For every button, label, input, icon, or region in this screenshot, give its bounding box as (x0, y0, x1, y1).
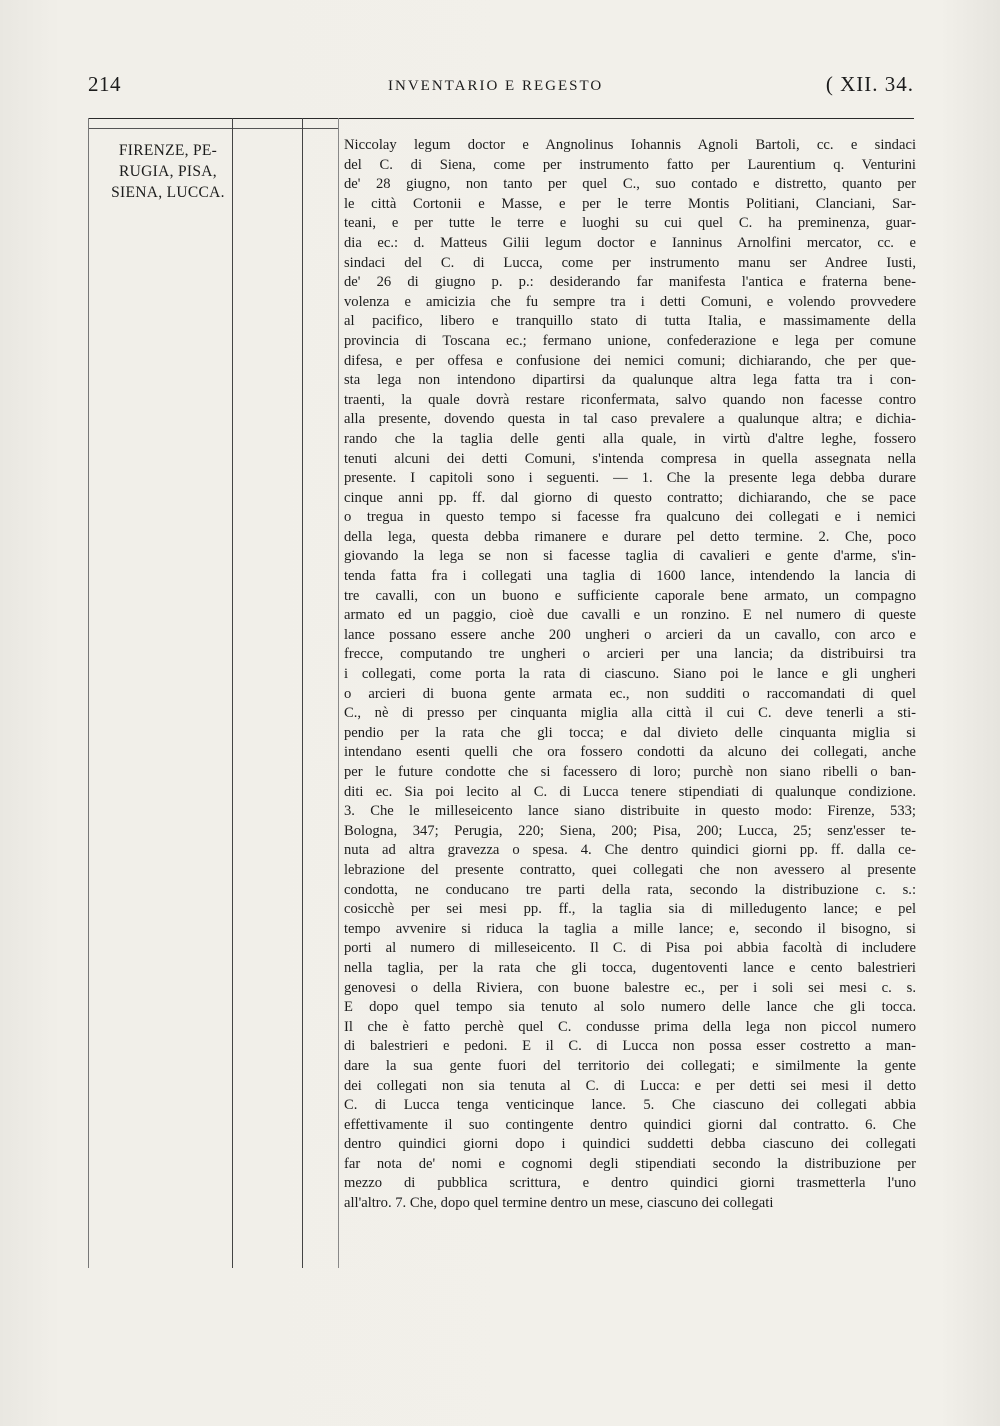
text-line: de' 28 giugno, non tanto per quel C., suo contado e distretto, quanto per (344, 176, 916, 193)
text-line: o arcieri di buona gente armata ec., non sudditi o raccomandati di quel (344, 685, 916, 702)
body-text (344, 136, 916, 1214)
text-line: condotta, ne conducano tre parti della rata, secondo la distribuzione c. s.: (344, 881, 916, 898)
text-line: armato ed un paggio, cioè due cavalli e un ronzino. E nel numero di queste (344, 607, 916, 624)
text-line: Niccolay legum doctor e Angnolinus Iohannis Agnoli Bartoli, cc. e sindaci (344, 137, 916, 153)
text-line: teani, e per tutte le terre e luoghi su cui quel C. ha preminenza, guar- (344, 215, 916, 232)
text-line: della lega, questa debba rimanere e durare pel detto termine. 2. Che, poco (344, 528, 916, 545)
text-line: pendio per la rata che gli tocca; e dal divieto delle cinquanta miglia si (344, 724, 916, 741)
text-line: sindaci del C. di Lucca, come per instrumento manu ser Andree Iusti, (344, 254, 916, 271)
text-line: dei collegati non sia tenuta al C. di Lucca: e per detti sei mesi il detto (344, 1077, 916, 1094)
text-line: provincia di Toscana ec.; fermano unione, confederazione e lega per comune (344, 332, 916, 349)
text-line: E dopo quel tempo sia tenuto al solo numero delle lance che gli tocca. (344, 999, 916, 1016)
margin-line: FIRENZE, PE- (118, 142, 218, 159)
text-line: tenda fatta fra i collegati una taglia di 1600 lance, intendendo la lancia di (344, 568, 916, 585)
text-line: porti al numero di milleseicento. Il C. di Pisa poi abbia facoltà di includere (344, 940, 916, 957)
text-line: far nota de' nomi e cognomi degli stipendiati secondo la distribuzione per (344, 1155, 916, 1172)
text-line: traenti, la quale dovrà restare riconfermata, salvo quando non facesse contro (344, 391, 916, 408)
text-line: lebrazione del presente contratto, quei collegati che non avessero al presente (344, 861, 916, 878)
text-line: del C. di Siena, come per instrumento fatto per Laurentium q. Venturini (344, 156, 916, 173)
margin-rule (88, 128, 338, 129)
text-line: alla presente, dovendo questa in tal caso prevalere a qualunque altra; e dichia- (344, 411, 916, 428)
text-line: presente. I capitoli sono i seguenti. — 1. Che la presente lega debba durare (344, 470, 916, 487)
text-line: le città Cortonii e Masse, e per le terre Montis Politiani, Clanciani, Sar- (344, 195, 916, 212)
text-line: genovesi o della Riviera, con buone balestre ec., per i soli sei mesi c. s. (344, 979, 916, 996)
text-line: al pacifico, libero e tranquillo stato di tutta Italia, e massimamente della (344, 313, 916, 330)
text-line: dia ec.: d. Matteus Gilii legum doctor e Ianninus Arnolfini mercator, cc. e (344, 234, 916, 251)
text-line: difesa, e per offesa e confusione dei nemici comuni; dichiarando, che per que- (344, 352, 916, 369)
column-divider (338, 118, 339, 1268)
page-header (88, 72, 914, 102)
text-line: frecce, computando tre ungheri o arcieri per una lancia; da distribuirsi tra (344, 646, 916, 663)
text-line: diti ec. Sia poi lecito al C. di Lucca tenere stipendiati di qualunque condizione. (344, 783, 916, 800)
column-divider (302, 118, 303, 1268)
section-reference: ( XII. 34. (825, 72, 914, 96)
text-line: mezzo di pubblica scrittura, e dentro quindici giorni trasmetterla l'uno (344, 1175, 916, 1192)
text-line: sta lega non intendono dipartirsi da qualunque altra lega fatta tra i con- (344, 372, 916, 389)
text-line: dare la sua gente fuori del territorio dei collegati; e similmente la gente (344, 1057, 916, 1074)
text-line: intendano esenti quelli che ora fossero condotti da alcuno dei collegati, anche (344, 744, 916, 761)
text-line: de' 26 di giugno p. p.: desiderando far manifesta l'antica e fraterna bene- (344, 274, 916, 291)
text-line: o tregua in questo tempo si facesse fra qualcuno dei collegati e i nemici (344, 509, 916, 526)
text-line: cinque anni pp. ff. dal giorno di questo contratto; dichiarando, che se pace (344, 489, 916, 506)
text-line: all'altro. 7. Che, dopo quel termine dentro un mese, ciascuno dei collegati (344, 1195, 774, 1212)
text-line: cosicchè per sei mesi pp. ff., la taglia sia di milledugento lance; e pel (344, 901, 916, 918)
text-line: i collegati, come porta la rata di ciascuno. Siano poi le lance e gli ungheri (344, 666, 916, 683)
text-line: C., nè di presso per cinquanta miglia alla città il cui C. deve tenerli a sti- (344, 705, 916, 722)
text-line: giovando la lega se non si facesse taglia di cavalieri e gente d'arme, s'in- (344, 548, 916, 565)
text-line: Il che è fatto perchè quel C. condusse prima della lega non piccol numero (344, 1018, 916, 1035)
text-line: tempo avvenire si riduca la taglia a mille lance; e, secondo il bisogno, si (344, 920, 916, 937)
page-number: 214 (88, 72, 121, 96)
margin-line: RUGIA, PISA, (119, 163, 217, 180)
text-line: dentro quindici giorni dopo i quindici suddetti debba ciascuno dei collegati (344, 1136, 916, 1153)
text-line: 3. Che le milleseicento lance siano distribuite in questo modo: Firenze, 533; (344, 803, 916, 820)
text-line: rando che la taglia delle genti alla quale, in virtù d'altre leghe, fossero (344, 430, 916, 447)
text-line: lance possano essere anche 200 ungheri o arcieri da un cavallo, con arco e (344, 626, 916, 643)
text-line: per le future condotte che si facessero di loro; purchè non siano ribelli o ban- (344, 764, 916, 780)
text-line: di balestrieri e pedoni. E il C. di Lucca non possa esser costretto a man- (344, 1038, 916, 1055)
text-line: nuta ad altra gravezza o spesa. 4. Che dentro quindici giorni pp. ff. dalla ce- (344, 842, 916, 859)
text-line: effettivamente il suo contingente dentro quindici giorni dal contratto. 6. Che (344, 1116, 916, 1133)
text-line: tenuti alcuni dei detti Comuni, s'intenda compresa in quella assegnata nella (344, 450, 916, 467)
margin-line: SIENA, LUCCA. (111, 184, 225, 201)
column-divider (88, 118, 89, 1268)
text-line: C. di Lucca tenga venticinque lance. 5. Che ciascuno dei collegati abbia (344, 1097, 916, 1114)
margin-places-note (98, 140, 238, 203)
text-line: nella taglia, per la rata che gli tocca, dugentoventi lance e cento balestrieri (344, 959, 916, 976)
text-line: tre cavalli, con un buono e sufficiente caporale bene armato, un compagno (344, 587, 916, 604)
header-rule (88, 118, 914, 119)
running-title: INVENTARIO E REGESTO (388, 78, 604, 94)
text-line: volenza e amicizia che fu sempre tra i detti Comuni, e volendo provvedere (344, 293, 916, 310)
text-line: Bologna, 347; Perugia, 220; Siena, 200; Pisa, 200; Lucca, 25; senz'esser te- (344, 822, 916, 839)
column-divider (232, 118, 233, 1268)
